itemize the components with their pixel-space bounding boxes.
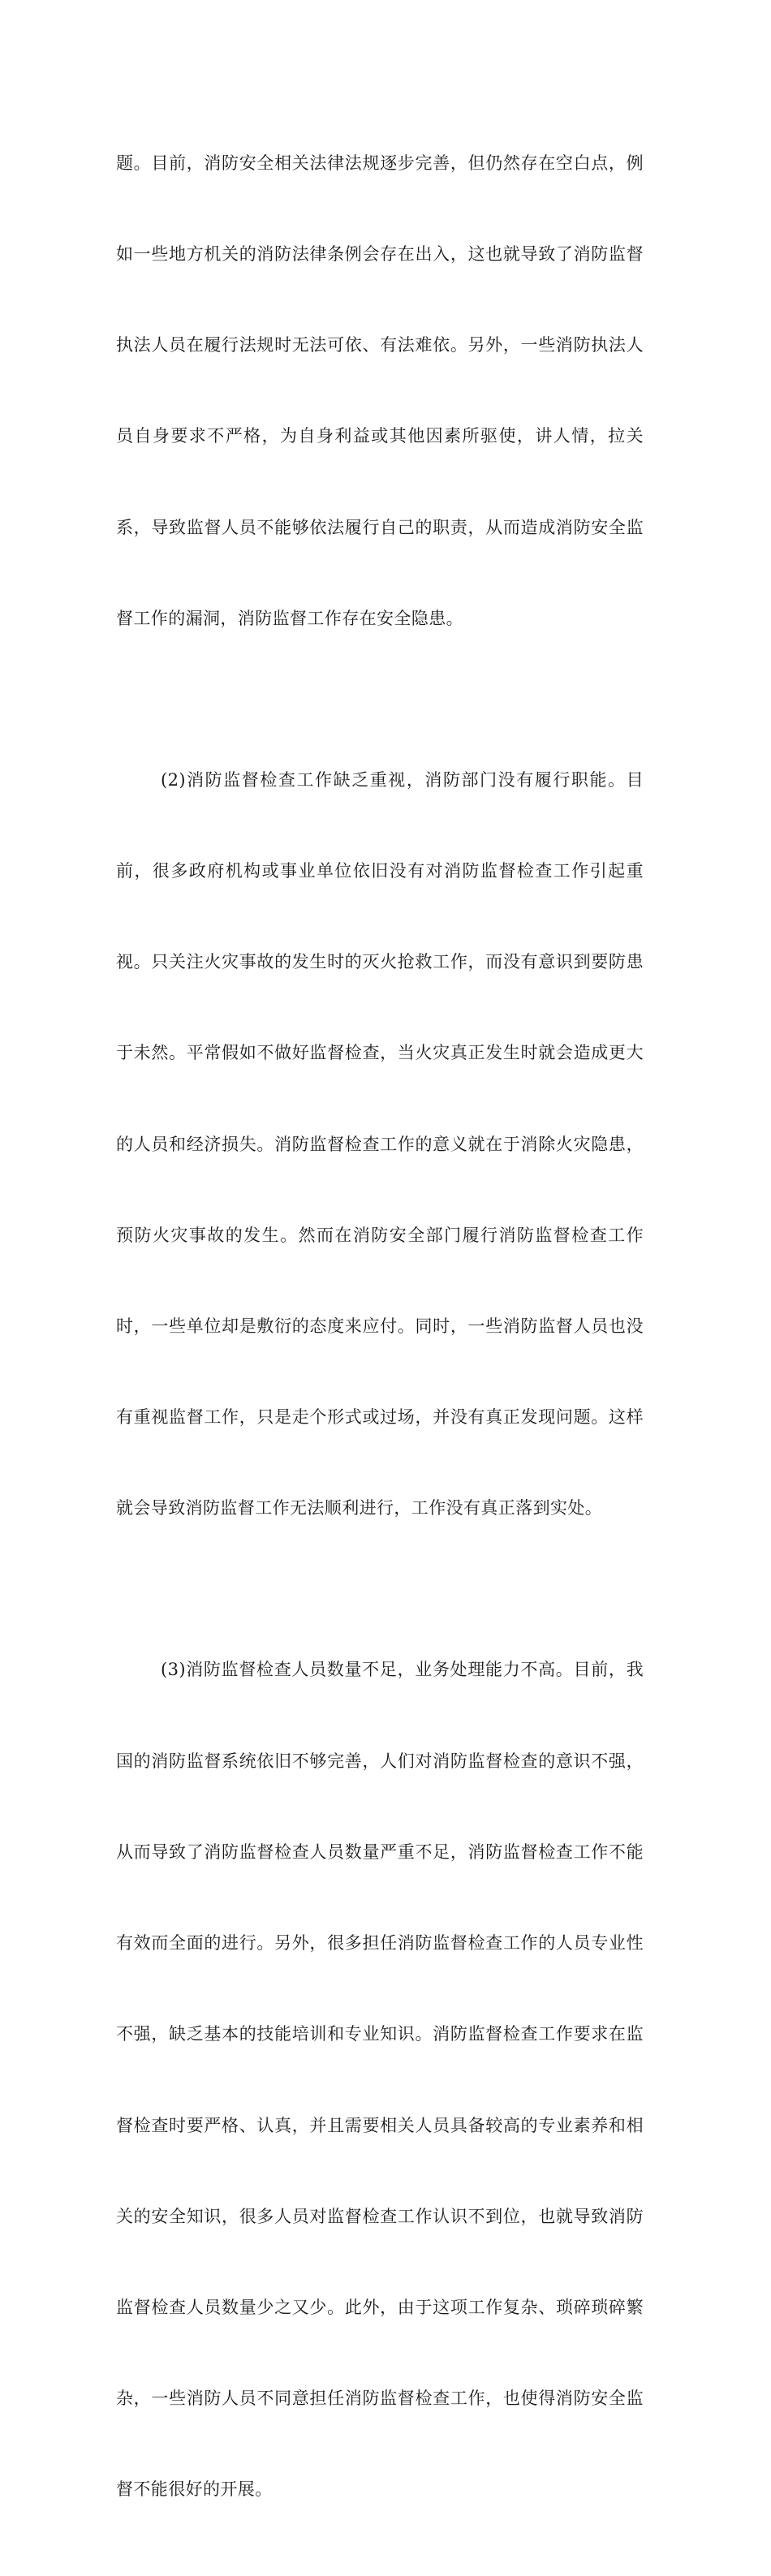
text-line: 督工作的漏洞，消防监督工作存在安全隐患。 <box>116 608 463 628</box>
document-body <box>116 88 644 2576</box>
text-line: 的人员和经济损失。消防监督检查工作的意义就在于消除火灾隐患， <box>116 1134 644 1154</box>
text-line: 国的消防监督系统依旧不够完善，人们对消防监督检查的意识不强， <box>116 1751 644 1771</box>
text-line: (2)消防监督检查工作缺乏重视，消防部门没有履行职能。目 <box>161 769 644 790</box>
text-line: 就会导致消防监督工作无法顺利进行，工作没有真正落到实处。 <box>116 1498 603 1518</box>
text-line: 视。只关注火灾事故的发生时的灭火抢救工作，而没有意识到要防患 <box>116 952 644 972</box>
text-line: 员自身要求不严格，为自身利益或其他因素所驱使，讲人情，拉关 <box>116 426 644 446</box>
text-line: 于未然。平常假如不做好监督检查，当火灾真正发生时就会造成更大 <box>116 1043 644 1063</box>
paragraph-1 <box>116 88 644 695</box>
text-line: 有效而全面的进行。另外，很多担任消防监督检查工作的人员专业性 <box>116 1933 644 1954</box>
text-line: 系，导致监督人员不能够依法履行自己的职责，从而造成消防安全监 <box>116 517 644 537</box>
text-line: 如一些地方机关的消防法律条例会存在出入，这也就导致了消防监督 <box>116 244 644 265</box>
text-line: 时，一些单位却是敷衍的态度来应付。同时，一些消防监督人员也没 <box>116 1316 644 1337</box>
text-line: 有重视监督工作，只是走个形式或过场，并没有真正发现问题。这样 <box>116 1407 644 1428</box>
text-line: 预防火灾事故的发生。然而在消防安全部门履行消防监督检查工作 <box>116 1225 644 1245</box>
text-line: 监督检查人员数量少之又少。此外，由于这项工作复杂、琐碎琐碎繁 <box>116 2297 644 2317</box>
paragraph-3 <box>116 1595 644 2566</box>
text-line: 题。目前，消防安全相关法律法规逐步完善，但仍然存在空白点，例 <box>116 153 644 173</box>
text-line: 前，很多政府机构或事业单位依旧没有对消防监督检查工作引起重 <box>116 861 644 881</box>
text-line: 执法人员在履行法规时无法可依、有法难依。另外，一些消防执法人 <box>116 335 644 355</box>
text-line: 不强，缺乏基本的技能培训和专业知识。消防监督检查工作要求在监 <box>116 2024 644 2044</box>
text-line: 督不能很好的开展。 <box>116 2479 273 2500</box>
paragraph-2 <box>116 704 644 1585</box>
text-line: 杂，一些消防人员不同意担任消防监督检查工作，也使得消防安全监 <box>116 2389 644 2409</box>
text-line: 从而导致了消防监督检查人员数量严重不足，消防监督检查工作不能 <box>116 1842 644 1862</box>
text-line: 关的安全知识，很多人员对监督检查工作认识不到位，也就导致消防 <box>116 2206 644 2226</box>
text-line: (3)消防监督检查人员数量不足，业务处理能力不高。目前，我 <box>161 1660 644 1680</box>
text-line: 督检查时要严格、认真，并且需要相关人员具备较高的专业素养和相 <box>116 2115 644 2135</box>
